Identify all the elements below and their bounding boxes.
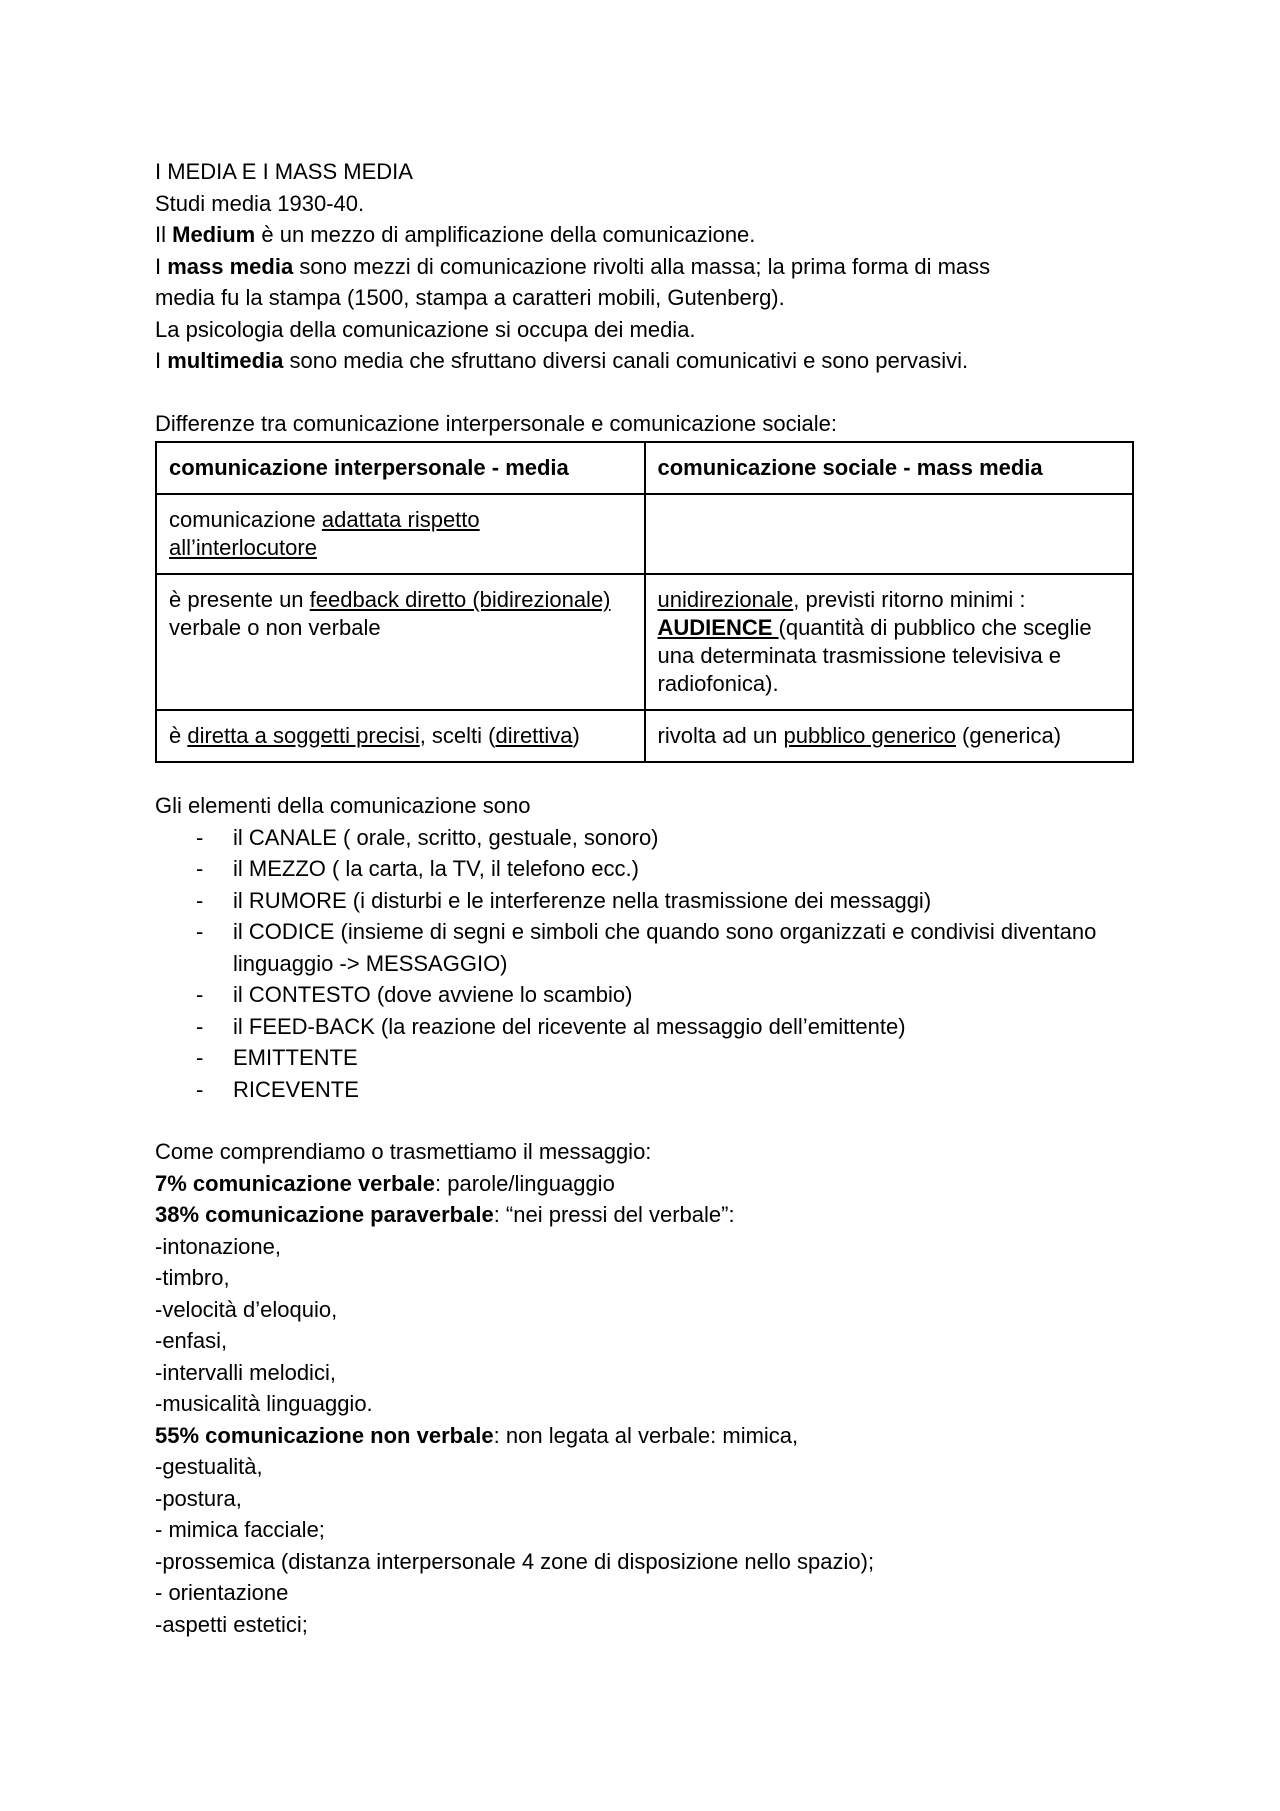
verbal-line: 7% comunicazione verbale: parole/linguaggio	[155, 1170, 615, 1196]
paraverbal-item: -musicalità linguaggio.	[155, 1391, 373, 1416]
medium-definition: Il Medium è un mezzo di amplificazione della comunicazione.	[155, 222, 756, 247]
doc-title: I MEDIA E I MASS MEDIA	[155, 159, 413, 184]
audience-term: AUDIENCE	[657, 615, 779, 640]
cell-directed: è diretta a soggetti precisi, scelti (direttiva)	[156, 710, 645, 762]
medium-term: Medium	[172, 222, 256, 247]
nonverbal-item: -prossemica (distanza interpersonale 4 zone di disposizione nello spazio);	[155, 1548, 875, 1574]
mass-media-term: mass media	[167, 253, 294, 279]
cell-empty	[645, 494, 1134, 574]
nonverbal-item: -gestualità,	[155, 1454, 263, 1479]
paraverbal-item: -intervalli melodici,	[155, 1359, 336, 1385]
list-item: - il FEED-BACK (la reazione del ricevente al messaggio dell’emittente)	[196, 1013, 906, 1039]
nonverbal-item: -postura,	[155, 1485, 242, 1511]
mass-media-definition-cont: media fu la stampa (1500, stampa a caratteri mobili, Gutenberg).	[155, 285, 785, 310]
studies-line: Studi media 1930-40.	[155, 190, 365, 216]
list-item: - il MEZZO ( la carta, la TV, il telefono ecc.)	[196, 856, 639, 881]
cell-generic: rivolta ad un pubblico generico (generica)	[645, 710, 1134, 762]
cell-adapted: comunicazione adattata rispetto all’interlocutore	[156, 494, 645, 574]
message-intro: Come comprendiamo o trasmettiamo il messaggio:	[155, 1139, 652, 1164]
list-item: - il CANALE ( orale, scritto, gestuale, sonoro)	[196, 824, 659, 850]
list-item: - RICEVENTE	[196, 1076, 359, 1102]
paraverbal-item: -intonazione,	[155, 1233, 281, 1259]
paraverbal-line: 38% comunicazione paraverbale: “nei pressi del verbale”:	[155, 1202, 735, 1227]
psychology-line: La psicologia della comunicazione si occupa dei media.	[155, 316, 696, 342]
nonverbal-item: - mimica facciale;	[155, 1517, 325, 1542]
spacer	[155, 377, 1135, 408]
paraverbal-item: -enfasi,	[155, 1328, 228, 1353]
cell-unidirectional: unidirezionale, previsti ritorno minimi : AUDIENCE (quantità di pubblico che sceglie una determinata trasmissione televisiva e radiofonica).	[645, 574, 1134, 710]
nonverbal-line: 55% comunicazione non verbale: non legata al verbale: mimica,	[155, 1422, 799, 1448]
multimedia-definition: I multimedia sono media che sfruttano diversi canali comunicativi e sono pervasivi.	[155, 348, 969, 373]
nonverbal-item: -aspetti estetici;	[155, 1611, 308, 1637]
table-row	[156, 574, 1133, 710]
header-social: comunicazione sociale - mass media	[645, 442, 1134, 494]
document-page	[155, 156, 1135, 1640]
list-item: - EMITTENTE	[196, 1045, 358, 1070]
comparison-intro: Differenze tra comunicazione interpersonale e comunicazione sociale:	[155, 410, 837, 436]
table-header-row	[156, 442, 1133, 494]
spacer	[155, 1105, 1135, 1136]
elements-list	[155, 822, 1135, 1106]
list-item: - il RUMORE (i disturbi e le interferenze nella trasmissione dei messaggi)	[196, 887, 932, 913]
paraverbal-item: -timbro,	[155, 1265, 230, 1290]
cell-feedback: è presente un feedback diretto (bidirezionale) verbale o non verbale	[156, 574, 645, 710]
list-item: - il CODICE (insieme di segni e simboli che quando sono organizzati e condivisi diventano linguaggio -> MESSAGGIO)	[196, 919, 1097, 976]
elements-intro: Gli elementi della comunicazione sono	[155, 793, 531, 818]
comparison-table	[155, 441, 1134, 763]
mass-media-definition: I mass media sono mezzi di comunicazione rivolti alla massa; la prima forma di mass	[155, 253, 991, 279]
paraverbal-item: -velocità d’eloquio,	[155, 1296, 338, 1322]
header-interpersonal: comunicazione interpersonale - media	[156, 442, 645, 494]
table-row	[156, 494, 1133, 574]
table-row	[156, 710, 1133, 762]
multimedia-term: multimedia	[167, 348, 284, 373]
nonverbal-item: - orientazione	[155, 1580, 289, 1605]
list-item: - il CONTESTO (dove avviene lo scambio)	[196, 982, 633, 1007]
